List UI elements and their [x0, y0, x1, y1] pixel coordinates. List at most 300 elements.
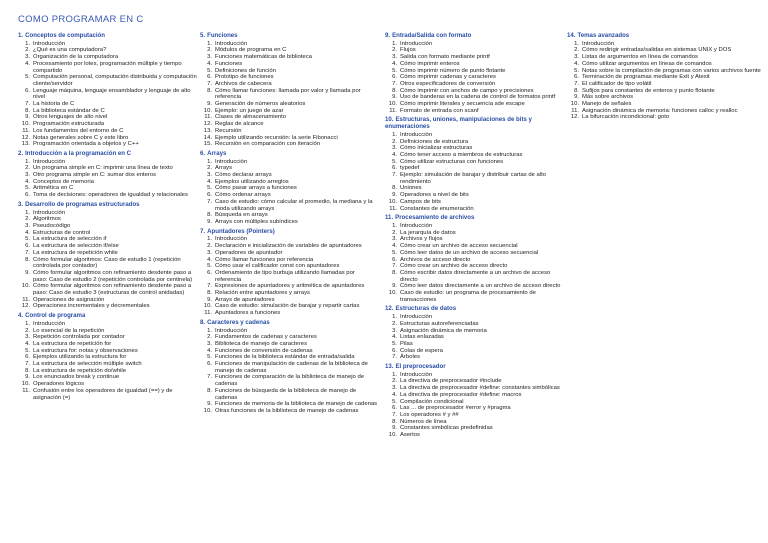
topic-number: 2.: [392, 229, 397, 236]
topic-item: [200, 121, 380, 128]
topic-text: La estructura de selección if: [33, 236, 107, 243]
topic-number: 10.: [388, 101, 397, 108]
topic-item: [200, 354, 380, 361]
topic-text: Formato de entrada con scanf: [400, 107, 479, 114]
topic-item: [200, 361, 380, 374]
topic-text: La directiva de preprocesador #define: macros: [400, 391, 522, 398]
topic-number: 7.: [392, 411, 397, 418]
topic-text: Archivos de cabecera: [215, 80, 272, 87]
chapter-number: 6.: [200, 149, 206, 157]
topic-item: [385, 314, 563, 321]
chapter-title: [18, 33, 200, 40]
topic-item: [200, 310, 380, 317]
topic-text: Organización de la computadora: [33, 54, 119, 61]
topic-number: 9.: [392, 283, 397, 290]
topic-text: La biblioteca estándar de C: [33, 107, 105, 114]
topic-text: Archivos de acceso directo: [400, 256, 471, 263]
chapter-section: [18, 313, 200, 401]
topic-text: La directiva de preprocesador #define: constantes simbólicas: [400, 385, 560, 392]
topic-number: 6.: [392, 347, 397, 354]
topic-text: Declaración e inicialización de variables de apuntadores: [215, 243, 362, 250]
chapter-title: [385, 306, 563, 313]
topic-item: [18, 354, 200, 361]
topic-text: Ejemplo: un juego de azar: [215, 107, 284, 114]
topic-number: 2.: [25, 216, 30, 223]
topic-text: Cómo formular algoritmos con refinamiento desdente paso a paso: Caso de estudio 3 (estructuras de control anidadas): [33, 283, 192, 297]
topic-text: Cómo llamar funciones: llamada por valor y llamada por referencia: [215, 87, 361, 101]
topic-item: [567, 81, 762, 88]
topic-number: 8.: [207, 212, 212, 219]
topic-item: [200, 263, 380, 270]
topic-number: 4.: [25, 178, 30, 185]
column-4: [567, 33, 762, 124]
chapter-title: [200, 151, 380, 158]
topic-item: [200, 179, 380, 186]
topic-number: 7.: [25, 249, 30, 256]
topic-number: 4.: [574, 60, 579, 67]
topic-item: [567, 74, 762, 81]
topic-item: [385, 372, 563, 379]
topic-text: Sufijos para constantes de enteros y punto flotante: [582, 87, 715, 94]
topic-item: [200, 185, 380, 192]
topic-number: 7.: [207, 374, 212, 381]
topic-text: Introducción: [215, 158, 248, 165]
topic-number: 11.: [204, 114, 212, 121]
topic-number: 8.: [392, 418, 397, 425]
topic-number: 3.: [25, 172, 30, 179]
chapter-number: 13.: [385, 363, 394, 371]
topic-item: [18, 54, 200, 61]
topic-text: Lenguaje máquina, lenguaje ensamblador y lenguaje de alto nivel: [33, 87, 191, 101]
topic-text: Uso de banderas en la cadena de control de formatos printf: [400, 94, 556, 101]
topic-number: 1.: [207, 40, 212, 47]
topic-item: [18, 341, 200, 348]
topic-text: Aritmética en C: [33, 185, 74, 192]
topic-number: 6.: [392, 256, 397, 263]
topic-text: Asignación dinámica de memoria: [400, 327, 487, 334]
topic-number: 5.: [25, 185, 30, 192]
topic-item: [18, 334, 200, 341]
topic-item: [200, 212, 380, 219]
topic-number: 12.: [21, 134, 30, 141]
topic-number: 11.: [22, 127, 30, 134]
chapter-section: [385, 215, 563, 303]
topic-number: 3.: [392, 145, 397, 152]
topic-item: [385, 159, 563, 166]
topic-number: 6.: [574, 74, 579, 81]
chapter-number: 1.: [18, 32, 24, 39]
topic-number: 5.: [25, 347, 30, 354]
chapter-title-text: Caracteres y cadenas: [207, 318, 270, 326]
topic-number: 3.: [207, 54, 212, 61]
topic-item: [18, 74, 200, 87]
topic-number: 4.: [207, 256, 212, 263]
topic-number: 6.: [25, 192, 30, 199]
topic-number: 4.: [392, 391, 397, 398]
topic-item: [200, 192, 380, 199]
topic-item: [200, 408, 380, 415]
topic-number: 1.: [574, 40, 579, 47]
topic-item: [385, 68, 563, 75]
topic-item: [18, 270, 200, 283]
topic-text: Cómo escribir datos directamente a un archivo de acceso directo: [400, 269, 551, 283]
topic-item: [385, 385, 563, 392]
topic-number: 6.: [392, 405, 397, 412]
topic-number: 7.: [392, 172, 397, 179]
topic-number: 9.: [392, 94, 397, 101]
topic-number: 1.: [392, 222, 397, 229]
topic-number: 5.: [25, 74, 30, 81]
topic-item: [200, 135, 380, 142]
topic-number: 3.: [25, 334, 30, 341]
topic-text: typedef: [400, 165, 420, 172]
topic-text: Cómo ordenar arrays: [215, 192, 271, 199]
topic-item: [18, 172, 200, 179]
topic-item: [18, 159, 200, 166]
topic-text: La estructura de selección múltiple switch: [33, 361, 142, 368]
chapter-title-text: Entrada/Salida con formato: [392, 32, 472, 39]
topic-text: Expresiones de apuntadores y aritmética de apuntadores: [215, 283, 365, 290]
topic-number: 3.: [392, 54, 397, 61]
topic-text: Recursión en comparación con iteración: [215, 141, 321, 148]
topic-list: [200, 159, 380, 226]
topic-text: Operadores de apuntador: [215, 249, 283, 256]
topic-item: [385, 74, 563, 81]
topic-number: 3.: [25, 54, 30, 61]
topic-item: [385, 145, 563, 152]
topic-item: [385, 88, 563, 95]
topic-text: Cómo llamar funciones por referencia: [215, 256, 314, 263]
chapter-number: 12.: [385, 305, 394, 313]
topic-number: 9.: [25, 269, 30, 276]
topic-number: 1.: [207, 158, 212, 165]
topic-text: Cómo imprimir cadenas y caracteres: [400, 74, 496, 81]
topic-text: Introducción: [582, 40, 615, 47]
topic-item: [200, 61, 380, 68]
topic-item: [18, 257, 200, 270]
chapter-section: [385, 33, 563, 114]
topic-text: Cómo formular algoritmos con refinamiento desdente paso a paso: Caso de estudio 2 (repetición controlada por centinela): [33, 269, 193, 283]
topic-item: [385, 152, 563, 159]
topic-number: 1.: [25, 158, 30, 165]
topic-number: 7.: [392, 263, 397, 270]
topic-text: Funciones matemáticas de biblioteca: [215, 54, 312, 61]
topic-text: La estructura de repetición do/while: [33, 367, 126, 374]
chapter-title-text: Apuntadores (Pointers): [207, 227, 275, 235]
topic-text: Cómo imprimir enteros: [400, 60, 460, 67]
topic-number: 3.: [207, 340, 212, 347]
topic-number: 3.: [392, 236, 397, 243]
topic-text: Introducción: [400, 314, 433, 321]
topic-text: Constantes simbólicas predefinidas: [400, 425, 493, 432]
topic-item: [385, 399, 563, 406]
topic-text: Clases de almacenamiento: [215, 114, 287, 121]
topic-number: 2.: [25, 165, 30, 172]
topic-item: [18, 88, 200, 101]
topic-number: 4.: [25, 340, 30, 347]
topic-item: [567, 94, 762, 101]
topic-item: [385, 405, 563, 412]
topic-number: 11.: [571, 107, 579, 114]
topic-item: [200, 236, 380, 243]
topic-number: 7.: [574, 80, 579, 87]
topic-item: [385, 192, 563, 199]
topic-number: 14.: [203, 134, 212, 141]
topic-number: 4.: [207, 178, 212, 185]
topic-number: 8.: [25, 367, 30, 374]
topic-number: 3.: [207, 249, 212, 256]
chapter-section: [567, 33, 762, 121]
topic-text: Funciones de la biblioteca estándar de entrada/salida: [215, 354, 355, 361]
topic-item: [567, 41, 762, 48]
topic-text: Números de línea: [400, 418, 447, 425]
topic-text: Introducción: [33, 209, 66, 216]
topic-item: [385, 206, 563, 213]
topic-item: [200, 401, 380, 408]
topic-number: 6.: [207, 269, 212, 276]
topic-item: [385, 341, 563, 348]
topic-number: 5.: [392, 398, 397, 405]
topic-text: Los enunciados break y continue: [33, 374, 120, 381]
topic-number: 8.: [207, 290, 212, 297]
topic-item: [200, 270, 380, 283]
topic-text: Funciones de conversión de cadenas: [215, 347, 313, 354]
topic-text: Campos de bits: [400, 198, 441, 205]
topic-number: 10.: [21, 381, 30, 388]
topic-item: [18, 321, 200, 328]
chapter-title: [385, 33, 563, 40]
topic-number: 10.: [388, 432, 397, 439]
topic-text: La directiva de preprocesador #include: [400, 378, 502, 385]
chapter-title: [385, 364, 563, 371]
topic-list: [385, 372, 563, 439]
topic-text: Cómo utilizar argumentos en líneas de comandos: [582, 60, 712, 67]
topic-text: Caso de estudio: simulación de barajar y repartir cartas: [215, 303, 360, 310]
topic-item: [385, 81, 563, 88]
topic-number: 9.: [392, 425, 397, 432]
topic-text: Arrays: [215, 165, 233, 172]
topic-number: 1.: [25, 40, 30, 47]
topic-item: [200, 141, 380, 148]
topic-text: La historia de C: [33, 101, 75, 108]
topic-number: 8.: [207, 87, 212, 94]
topic-item: [18, 41, 200, 48]
topic-list: [18, 210, 200, 311]
topic-item: [385, 334, 563, 341]
topic-text: Cómo leer datos directamente a un archivo de acceso directo: [400, 283, 561, 290]
topic-number: 4.: [392, 243, 397, 250]
topic-item: [200, 341, 380, 348]
topic-item: [200, 297, 380, 304]
topic-item: [18, 216, 200, 223]
topic-number: 10.: [203, 107, 212, 114]
chapter-title-text: Arrays: [207, 149, 227, 157]
topic-text: La estructura de repetición while: [33, 249, 118, 256]
topic-text: Ordenamiento de tipo burbuja utilizando llamadas por referencia: [215, 269, 355, 283]
topic-number: 1.: [25, 320, 30, 327]
topic-text: Programación orientada a objetos y C++: [33, 141, 139, 148]
topic-item: [18, 236, 200, 243]
topic-number: 11.: [22, 387, 30, 394]
topic-item: [18, 250, 200, 257]
topic-text: Constantes de enumeración: [400, 205, 474, 212]
topic-text: Reglas de alcance: [215, 121, 264, 128]
topic-text: Confusión entre los operadores de igualdad (==) y de asignación (=): [33, 387, 173, 401]
topic-number: 9.: [207, 296, 212, 303]
topic-text: Otros lenguajes de alto nivel: [33, 114, 108, 121]
topic-text: Introducción: [33, 158, 66, 165]
topic-text: Operadores lógicos: [33, 381, 85, 388]
chapter-number: 2.: [18, 149, 24, 157]
topic-item: [18, 185, 200, 192]
topic-text: Funciones de manipulación de cadenas de la biblioteca de manejo de cadenas: [215, 361, 368, 374]
topic-number: 7.: [207, 198, 212, 205]
chapter-section: [385, 306, 563, 361]
topic-text: Ejemplos utilizando arreglos: [215, 178, 289, 185]
topic-item: [385, 230, 563, 237]
chapter-title-text: Funciones: [207, 32, 238, 39]
topic-list: [385, 41, 563, 115]
topic-item: [385, 54, 563, 61]
topic-item: [385, 270, 563, 283]
topic-item: [18, 297, 200, 304]
topic-list: [18, 321, 200, 401]
topic-text: Cómo crear un archivo de acceso directo: [400, 263, 508, 270]
column-3: [385, 33, 563, 442]
topic-text: Funciones: [215, 60, 243, 67]
topic-number: 10.: [388, 198, 397, 205]
topic-text: Operaciones de asignación: [33, 296, 105, 303]
topic-number: 5.: [574, 67, 579, 74]
topic-number: 8.: [574, 87, 579, 94]
chapter-number: 14.: [567, 32, 576, 39]
topic-text: Introducción: [215, 236, 248, 243]
topic-list: [200, 328, 380, 415]
topic-number: 7.: [392, 80, 397, 87]
topic-item: [385, 321, 563, 328]
topic-number: 5.: [392, 158, 397, 165]
chapter-section: [18, 151, 200, 199]
topic-item: [200, 41, 380, 48]
topic-text: Cómo declarar arrays: [215, 172, 272, 179]
topic-text: Recursión: [215, 127, 242, 134]
topic-text: La jerarquía de datos: [400, 229, 456, 236]
chapter-number: 10.: [385, 116, 394, 124]
topic-item: [200, 257, 380, 264]
topic-list: [18, 159, 200, 199]
column-2: [200, 33, 380, 418]
chapter-title: [200, 320, 380, 327]
topic-item: [200, 54, 380, 61]
chapter-title: [18, 151, 200, 158]
topic-item: [567, 101, 762, 108]
topic-text: Procesamiento por lotes, programación múltiple y tiempo compartido: [33, 60, 182, 74]
topic-item: [18, 121, 200, 128]
topic-text: Uniones: [400, 185, 422, 192]
topic-text: Cómo pasar arrays a funciones: [215, 185, 297, 192]
topic-number: 11.: [22, 296, 30, 303]
chapter-title: [18, 202, 200, 209]
topic-item: [18, 210, 200, 217]
topic-item: [18, 328, 200, 335]
topic-text: Introducción: [400, 131, 433, 138]
topic-number: 11.: [389, 205, 397, 212]
topic-item: [18, 47, 200, 54]
topic-text: Generación de números aleatorios: [215, 101, 306, 108]
topic-number: 9.: [207, 101, 212, 108]
chapter-section: [385, 117, 563, 212]
topic-item: [567, 47, 762, 54]
topic-number: 5.: [25, 236, 30, 243]
topic-item: [200, 219, 380, 226]
chapter-section: [200, 320, 380, 415]
topic-item: [385, 101, 563, 108]
topic-text: Asertos: [400, 432, 420, 439]
topic-item: [200, 334, 380, 341]
topic-list: [18, 41, 200, 148]
topic-text: Introducción: [33, 40, 66, 47]
topic-number: 6.: [25, 354, 30, 361]
chapter-title-text: Estructuras, uniones, manipulaciones de bits y enumeraciones: [385, 116, 532, 131]
topic-item: [385, 290, 563, 303]
topic-item: [200, 108, 380, 115]
topic-text: Otras funciones de la biblioteca de manejo de cadenas: [215, 407, 359, 414]
topic-number: 1.: [392, 371, 397, 378]
topic-text: Ejemplo: simulación de barajar y distribuir cartas de alto rendimiento: [400, 172, 547, 185]
chapter-section: [200, 229, 380, 317]
topic-number: 5.: [207, 263, 212, 270]
topic-text: Introducción: [400, 222, 433, 229]
topic-number: 3.: [207, 172, 212, 179]
topic-number: 5.: [392, 249, 397, 256]
topic-item: [18, 165, 200, 172]
topic-item: [200, 328, 380, 335]
topic-item: [385, 250, 563, 257]
topic-item: [18, 361, 200, 368]
topic-text: Ejemplos utilizando la estructura for: [33, 354, 127, 361]
topic-item: [18, 243, 200, 250]
topic-text: Notas sobre la compilación de programas con varios archivos fuente: [582, 67, 761, 74]
topic-number: 4.: [392, 60, 397, 67]
topic-item: [200, 159, 380, 166]
topic-text: Colas de espera: [400, 347, 443, 354]
topic-number: 6.: [392, 74, 397, 81]
topic-number: 10.: [388, 290, 397, 297]
topic-item: [200, 128, 380, 135]
topic-number: 6.: [207, 361, 212, 368]
topic-item: [18, 108, 200, 115]
topic-text: Pseudocódigo: [33, 222, 71, 229]
topic-text: Salida con formato mediante printf: [400, 54, 490, 61]
topic-number: 10.: [21, 121, 30, 128]
topic-number: 11.: [204, 310, 212, 317]
chapter-title: [200, 33, 380, 40]
topic-item: [200, 101, 380, 108]
topic-list: [385, 314, 563, 361]
chapter-title-text: Procesamiento de archivos: [395, 214, 475, 222]
topic-text: Terminación de programas mediante Exit y Atexit: [582, 74, 710, 81]
topic-list: [385, 223, 563, 303]
topic-text: Manejo de señales: [582, 101, 632, 108]
topic-number: 7.: [25, 361, 30, 368]
column-1: [18, 33, 200, 404]
topic-number: 2.: [392, 138, 397, 145]
topic-text: Apuntadores a funciones: [215, 310, 281, 317]
topic-item: [385, 139, 563, 146]
topic-text: Operadores a nivel de bits: [400, 192, 469, 199]
topic-item: [200, 348, 380, 355]
topic-item: [18, 179, 200, 186]
